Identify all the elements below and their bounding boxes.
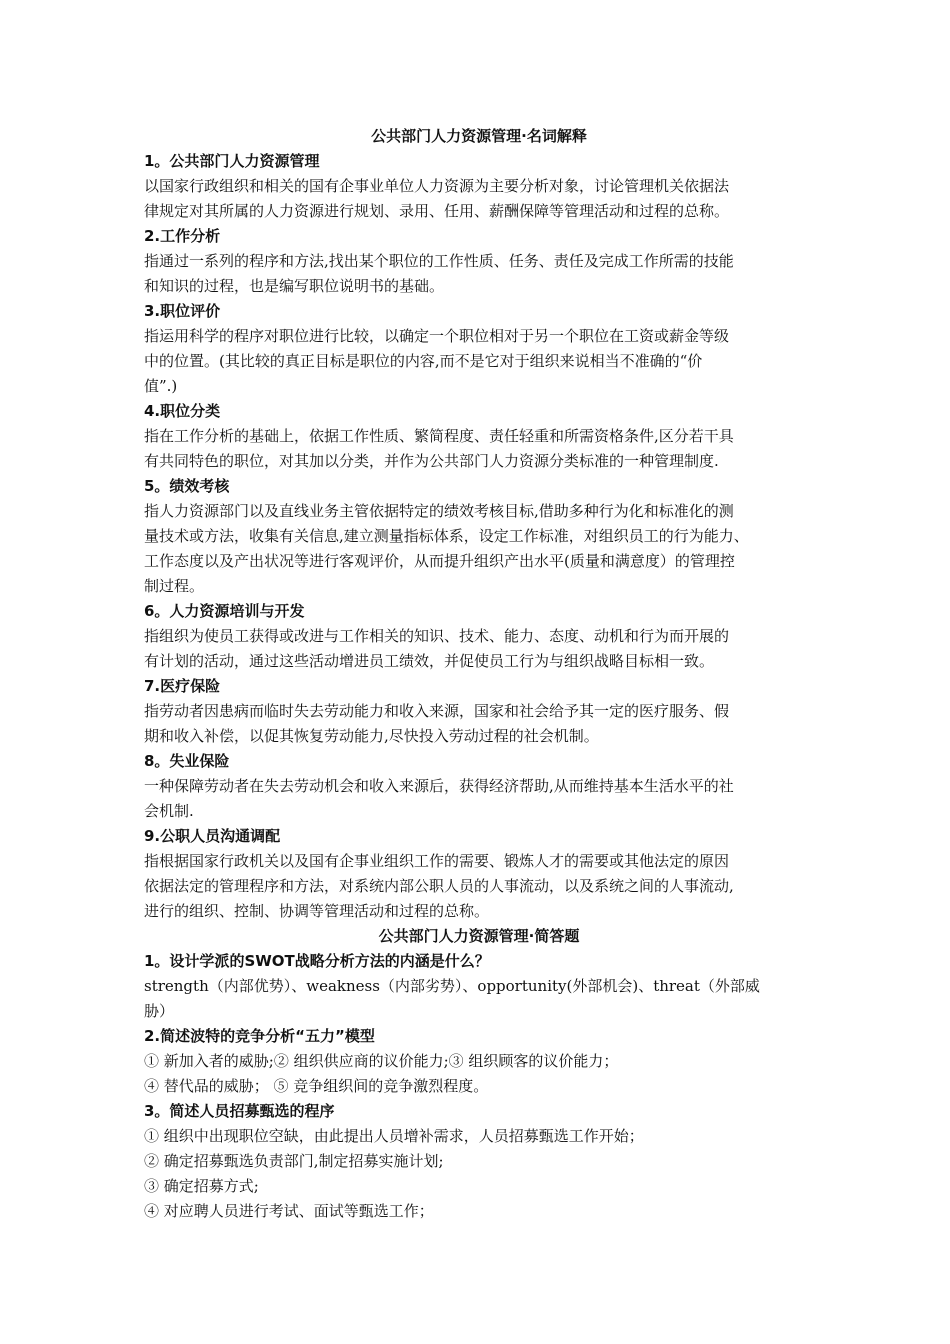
body-line: 胁） xyxy=(144,1002,175,1020)
body-line: 期和收入补偿，以促其恢复劳动能力,尽快投入劳动过程的社会机制。 xyxy=(144,727,599,745)
question-heading: 2.简述波特的竞争分析“五力”模型 xyxy=(144,1027,375,1045)
body-line: strength（内部优势）、weakness（内部劣势）、opportunity(外部机会)、threat（外部威 xyxy=(144,977,760,995)
term-body xyxy=(144,849,814,924)
term-heading: 1。公共部门人力资源管理 xyxy=(144,152,320,170)
term-body xyxy=(144,424,814,474)
body-line: 指在工作分析的基础上，依据工作性质、繁简程度、责任轻重和所需资格条件,区分若干具 xyxy=(144,427,734,445)
body-line: 有计划的活动，通过这些活动增进员工绩效，并促使员工行为与组织战略目标相一致。 xyxy=(144,652,715,670)
question-heading: 1。设计学派的SWOT战略分析方法的内涵是什么？ xyxy=(144,952,490,970)
body-line: ① 组织中出现职位空缺，由此提出人员增补需求，人员招募甄选工作开始； xyxy=(144,1127,644,1145)
term-heading: 4.职位分类 xyxy=(144,402,221,420)
body-line: 指人力资源部门以及直线业务主管依据特定的绩效考核目标,借助多种行为化和标准化的测 xyxy=(144,502,734,520)
term-heading: 8。失业保险 xyxy=(144,752,230,770)
body-line: 指劳动者因患病而临时失去劳动能力和收入来源，国家和社会给予其一定的医疗服务、假 xyxy=(144,702,730,720)
body-line: 值”.) xyxy=(144,377,178,395)
body-line: 会机制. xyxy=(144,802,194,820)
term-heading: 6。人力资源培训与开发 xyxy=(144,602,305,620)
question-heading: 3。简述人员招募甄选的程序 xyxy=(144,1102,335,1120)
term-body xyxy=(144,774,814,824)
body-line: 有共同特色的职位，对其加以分类，并作为公共部门人力资源分类标准的一种管理制度. xyxy=(144,452,719,470)
body-line: 以国家行政组织和相关的国有企事业单位人力资源为主要分析对象，讨论管理机关依据法 xyxy=(144,177,730,195)
questions-list xyxy=(144,949,814,1224)
term-heading: 3.职位评价 xyxy=(144,302,221,320)
body-line: ④ 替代品的威胁； ⑤ 竞争组织间的竞争激烈程度。 xyxy=(144,1077,489,1095)
document-page xyxy=(144,124,814,1224)
section-title-questions: 公共部门人力资源管理·简答题 xyxy=(378,927,580,945)
term-heading: 7.医疗保险 xyxy=(144,677,221,695)
section-title-terms: 公共部门人力资源管理·名词解释 xyxy=(371,127,587,145)
body-line: 指运用科学的程序对职位进行比较，以确定一个职位相对于另一个职位在工资或薪金等级 xyxy=(144,327,730,345)
term-body xyxy=(144,624,814,674)
term-body xyxy=(144,324,814,399)
term-body xyxy=(144,174,814,224)
body-line: 和知识的过程，也是编写职位说明书的基础。 xyxy=(144,277,445,295)
body-line: 指根据国家行政机关以及国有企事业组织工作的需要、锻炼人才的需要或其他法定的原因 xyxy=(144,852,730,870)
body-line: ② 确定招募甄选负责部门,制定招募实施计划; xyxy=(144,1152,444,1170)
body-line: 指组织为使员工获得或改进与工作相关的知识、技术、能力、态度、动机和行为而开展的 xyxy=(144,627,730,645)
body-line: ④ 对应聘人员进行考试、面试等甄选工作； xyxy=(144,1202,434,1220)
question-body xyxy=(144,1124,814,1224)
body-line: 制过程。 xyxy=(144,577,205,595)
term-heading: 5。绩效考核 xyxy=(144,477,230,495)
question-body xyxy=(144,974,814,1024)
body-line: 律规定对其所属的人力资源进行规划、录用、任用、薪酬保障等管理活动和过程的总称。 xyxy=(144,202,730,220)
question-body xyxy=(144,1049,814,1099)
term-heading: 9.公职人员沟通调配 xyxy=(144,827,281,845)
body-line: 依据法定的管理程序和方法，对系统内部公职人员的人事流动，以及系统之间的人事流动, xyxy=(144,877,734,895)
body-line: 工作态度以及产出状况等进行客观评价，从而提升组织产出水平(质量和满意度）的管理控 xyxy=(144,552,735,570)
body-line: 中的位置。(其比较的真正目标是职位的内容,而不是它对于组织来说相当不准确的“价 xyxy=(144,352,703,370)
body-line: 一种保障劳动者在失去劳动机会和收入来源后，获得经济帮助,从而维持基本生活水平的社 xyxy=(144,777,734,795)
body-line: ① 新加入者的威胁;② 组织供应商的议价能力;③ 组织顾客的议价能力； xyxy=(144,1052,619,1070)
body-line: 进行的组织、控制、协调等管理活动和过程的总称。 xyxy=(144,902,490,920)
terms-list xyxy=(144,149,814,924)
body-line: 指通过一系列的程序和方法,找出某个职位的工作性质、任务、责任及完成工作所需的技能 xyxy=(144,252,734,270)
term-body xyxy=(144,249,814,299)
term-heading: 2.工作分析 xyxy=(144,227,221,245)
term-body xyxy=(144,699,814,749)
term-body xyxy=(144,499,814,599)
body-line: ③ 确定招募方式; xyxy=(144,1177,259,1195)
body-line: 量技术或方法，收集有关信息,建立测量指标体系，设定工作标准，对组织员工的行为能力、 xyxy=(144,527,749,545)
